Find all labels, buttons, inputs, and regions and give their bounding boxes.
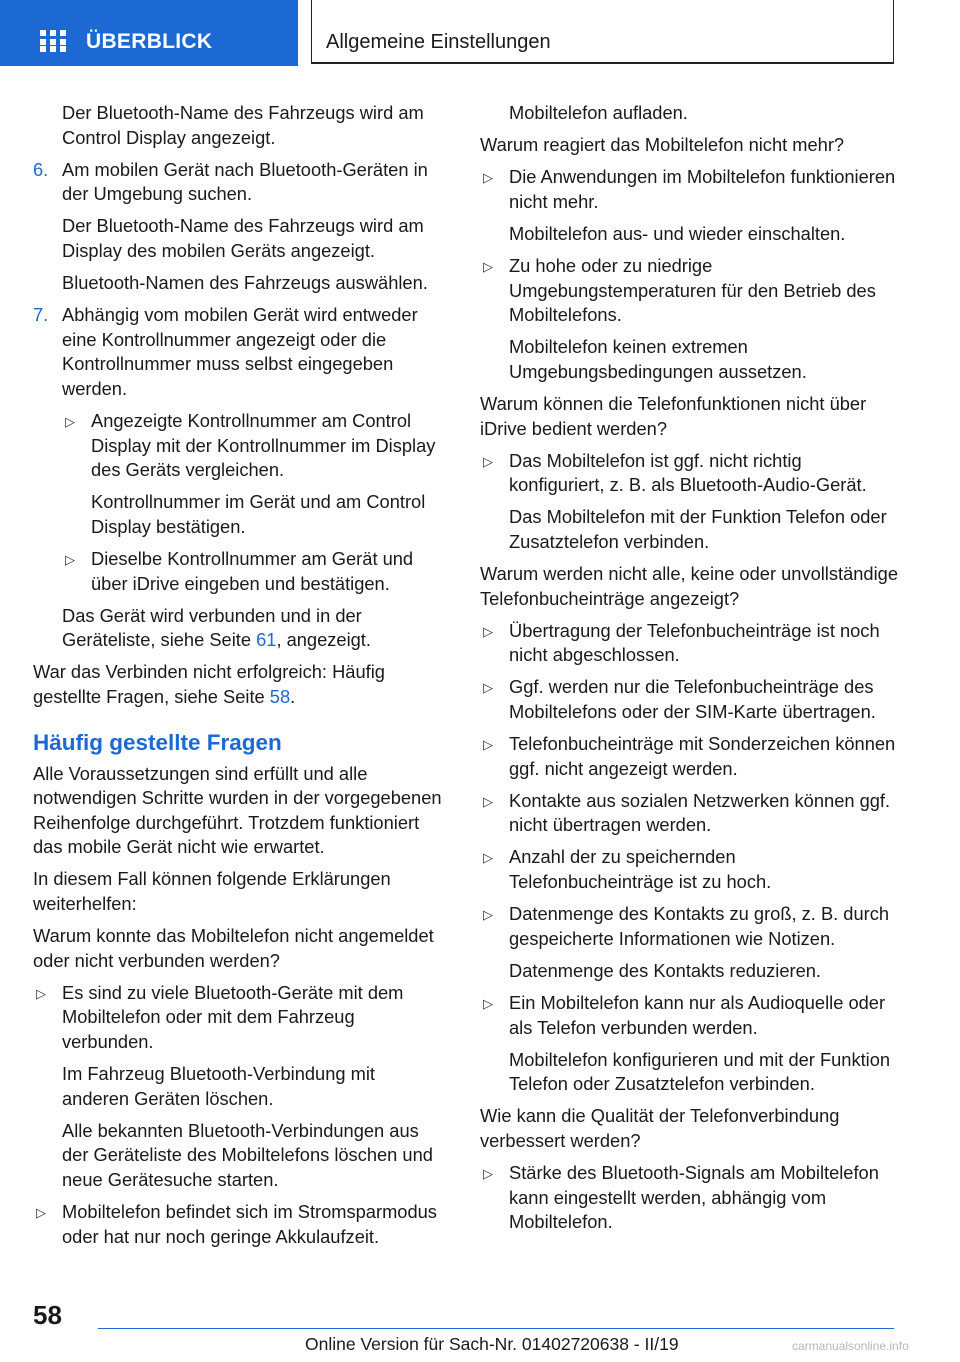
triangle-bullet-icon: ▷ xyxy=(483,170,493,186)
list-item-text: Dieselbe Kontrollnummer am Gerät und über iDrive eingeben und bestätigen. xyxy=(91,548,414,594)
list-item-text: Kontakte aus sozialen Netzwerken können ggf. nicht übertragen werden. xyxy=(509,789,891,836)
right-column xyxy=(480,101,898,1242)
list-item-text: Ein Mobiltelefon kann nur als Audioquelle oder als Telefon verbunden werden. xyxy=(509,991,886,1038)
paragraph: Das Mobiltelefon mit der Funktion Telefon oder Zusatztelefon verbinden. xyxy=(509,506,887,552)
footer-version-text: Online Version für Sach-Nr. 01402720638 - II/19 xyxy=(305,1334,679,1354)
paragraph xyxy=(33,660,447,709)
triangle-bullet-icon: ▷ xyxy=(36,985,46,1001)
triangle-bullet-icon: ▷ xyxy=(483,793,493,809)
list-item xyxy=(480,675,898,724)
section-title-tab xyxy=(311,0,894,64)
question: Wie kann die Qualität der Telefonverbindung verbessert werden? xyxy=(480,1105,840,1151)
text: . xyxy=(290,685,296,707)
question: Warum konnte das Mobiltelefon nicht angemeldet oder nicht verbunden werden? xyxy=(33,925,434,971)
list-item xyxy=(480,449,898,498)
list-item xyxy=(480,902,898,951)
list-item xyxy=(480,845,898,894)
page-link-58[interactable]: 58 xyxy=(269,685,291,707)
list-item xyxy=(480,789,898,838)
triangle-bullet-icon: ▷ xyxy=(483,1165,493,1181)
list-item xyxy=(480,254,898,328)
list-item xyxy=(480,619,898,668)
paragraph: Mobiltelefon aus- und wieder einschalten. xyxy=(509,222,846,244)
list-item-text: Übertragung der Telefonbucheinträge ist noch nicht abgeschlossen. xyxy=(509,619,880,666)
triangle-bullet-icon: ▷ xyxy=(483,850,493,866)
list-item xyxy=(480,991,898,1040)
page-header xyxy=(0,0,960,66)
left-column xyxy=(33,101,447,1257)
list-item-text: Die Anwendungen im Mobiltelefon funktionieren nicht mehr. xyxy=(509,166,896,212)
list-item xyxy=(480,1161,898,1235)
list-item xyxy=(62,409,447,483)
list-item-text: Telefonbucheinträge mit Sonderzeichen können ggf. nicht angezeigt werden. xyxy=(509,733,896,779)
list-item xyxy=(62,547,447,596)
footer-divider xyxy=(98,1328,894,1329)
question: Warum reagiert das Mobiltelefon nicht mehr? xyxy=(480,134,845,156)
text: , angezeigt. xyxy=(276,629,371,651)
step-text: Am mobilen Gerät nach Bluetooth-Geräten in der Umgebung suchen. xyxy=(62,158,428,205)
triangle-bullet-icon: ▷ xyxy=(483,680,493,696)
paragraph: In diesem Fall können folgende Erklärungen weiterhelfen: xyxy=(33,868,391,915)
list-item xyxy=(33,981,447,1055)
step-number: 6. xyxy=(33,158,49,180)
step-7 xyxy=(33,303,447,401)
grid-icon xyxy=(40,30,66,52)
section-heading: Häufig gestellte Fragen xyxy=(33,729,282,755)
question: Warum werden nicht alle, keine oder unvollständige Telefonbucheinträge angezeigt? xyxy=(480,563,898,609)
paragraph xyxy=(33,604,447,653)
step-6 xyxy=(33,158,447,207)
step-7-options xyxy=(33,409,447,596)
text: War das Verbinden nicht erfolgreich: Häufig gestellte Fragen, siehe Seite xyxy=(33,661,385,707)
triangle-bullet-icon: ▷ xyxy=(483,258,493,274)
paragraph: Der Bluetooth-Name des Fahrzeugs wird am Control Display angezeigt. xyxy=(62,102,424,148)
triangle-bullet-icon: ▷ xyxy=(483,453,493,469)
list-item-text: Es sind zu viele Bluetooth-Geräte mit dem Mobiltelefon oder mit dem Fahrzeug verbunden. xyxy=(62,981,404,1052)
text: Das Gerät wird verbunden und in der Geräteliste, siehe Seite xyxy=(62,604,362,651)
paragraph: Der Bluetooth-Name des Fahrzeugs wird am Display des mobilen Geräts angezeigt. xyxy=(62,215,424,261)
list-item-text: Anzahl der zu speichernden Telefonbucheinträge ist zu hoch. xyxy=(509,846,772,893)
page-number: 58 xyxy=(33,1300,62,1330)
list-item xyxy=(480,732,898,781)
paragraph: Datenmenge des Kontakts reduzieren. xyxy=(509,959,821,981)
overview-tab[interactable] xyxy=(0,0,298,66)
paragraph: Mobiltelefon konfigurieren und mit der Funktion Telefon oder Zusatztelefon verbinden. xyxy=(509,1048,891,1095)
paragraph: Mobiltelefon aufladen. xyxy=(509,102,688,123)
paragraph: Kontrollnummer im Gerät und am Control Display bestätigen. xyxy=(91,491,426,537)
paragraph: Mobiltelefon keinen extremen Umgebungsbedingungen aussetzen. xyxy=(509,336,807,382)
triangle-bullet-icon: ▷ xyxy=(65,414,75,430)
list-item-text: Ggf. werden nur die Telefonbucheinträge des Mobiltelefons oder der SIM-Karte übertragen. xyxy=(509,676,876,722)
list-item-text: Stärke des Bluetooth-Signals am Mobiltelefon kann eingestellt werden, abhängig vom Mobiltelefon. xyxy=(509,1161,879,1233)
triangle-bullet-icon: ▷ xyxy=(483,737,493,753)
triangle-bullet-icon: ▷ xyxy=(36,1205,46,1221)
triangle-bullet-icon: ▷ xyxy=(483,995,493,1011)
list-item-text: Mobiltelefon befindet sich im Stromsparmodus oder hat nur noch geringe Akkulaufzeit. xyxy=(62,1201,437,1247)
triangle-bullet-icon: ▷ xyxy=(483,623,493,639)
paragraph: Im Fahrzeug Bluetooth-Verbindung mit anderen Geräten löschen. xyxy=(62,1063,375,1109)
triangle-bullet-icon: ▷ xyxy=(65,552,75,567)
paragraph: Alle bekannten Bluetooth-Verbindungen aus der Geräteliste des Mobiltelefons löschen und neue Gerätesuche starten. xyxy=(62,1119,433,1190)
step-number: 7. xyxy=(33,304,49,326)
list-item xyxy=(480,165,898,214)
page-link-61[interactable]: 61 xyxy=(256,629,277,651)
step-text: Abhängig vom mobilen Gerät wird entweder eine Kontrollnummer angezeigt oder die Kontrollnummer muss selbst eingegeben werden. xyxy=(62,304,418,399)
list-item-text: Angezeigte Kontrollnummer am Control Display mit der Kontrollnummer im Display des Geräts vergleichen. xyxy=(91,410,436,481)
list-item-text: Zu hohe oder zu niedrige Umgebungstemperaturen für den Betrieb des Mobiltelefons. xyxy=(509,254,876,326)
list-item-text: Datenmenge des Kontakts zu groß, z. B. durch gespeicherte Informationen wie Notizen. xyxy=(509,903,890,949)
paragraph: Alle Voraussetzungen sind erfüllt und alle notwendigen Schritte wurden in der vorgegebenen Reihenfolge durchgeführt. Trotzdem funktioniert das mobile Gerät nicht wie erwartet. xyxy=(33,762,442,858)
list-item-text: Das Mobiltelefon ist ggf. nicht richtig konfiguriert, z. B. als Bluetooth-Audio-Gerät. xyxy=(509,449,867,496)
triangle-bullet-icon: ▷ xyxy=(483,907,493,923)
question: Warum können die Telefonfunktionen nicht über iDrive bedient werden? xyxy=(480,392,867,439)
overview-tab-label: ÜBERBLICK xyxy=(86,30,213,53)
list-item xyxy=(33,1200,447,1249)
watermark: carmanualsonline.info xyxy=(792,1339,909,1353)
section-title: Allgemeine Einstellungen xyxy=(326,31,551,53)
paragraph: Bluetooth-Namen des Fahrzeugs auswählen. xyxy=(62,272,428,294)
